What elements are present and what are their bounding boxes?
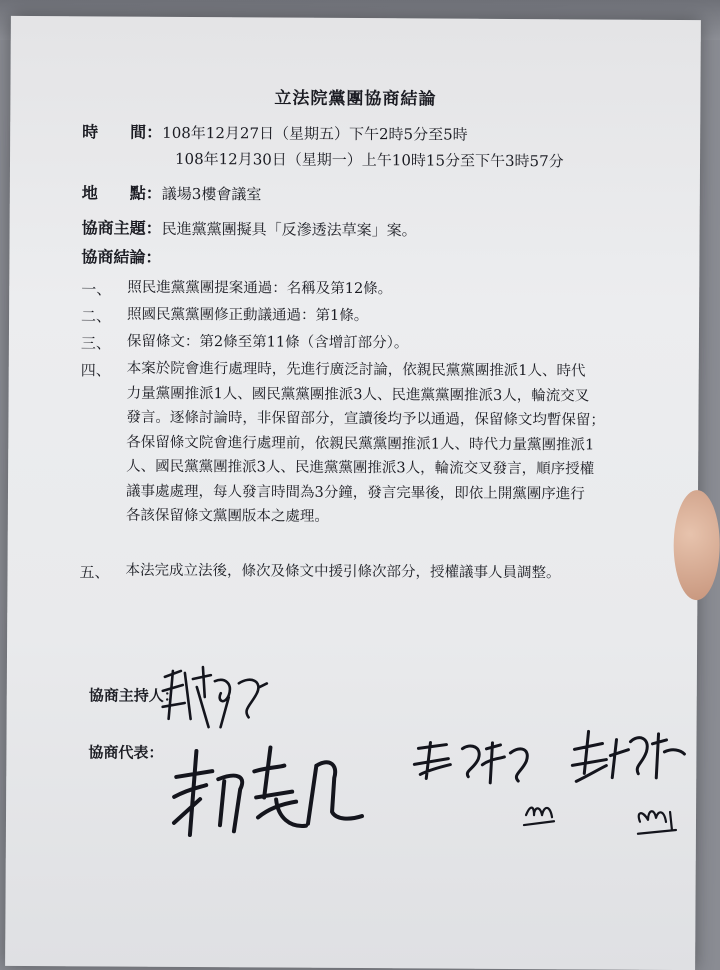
list-item: 本法完成立法後，條次及條文中援引條次部分，授權議事人員調整。 xyxy=(125,562,561,582)
paragraph-line: 各保留條文院會進行處理前，依親民黨黨團推派1人、時代力量黨團推派1 xyxy=(126,434,595,453)
host-label: 協商主持人： xyxy=(88,686,179,705)
time-value-1: 108年12月27日（星期五）下午2時5分至5時 xyxy=(162,123,468,144)
item-number: 一、 xyxy=(81,280,112,299)
subject-value: 民進黨黨團擬具「反滲透法草案」案。 xyxy=(161,219,417,240)
subject-label: 協商主題： xyxy=(81,218,162,238)
place-label: 地 點： xyxy=(81,183,162,203)
item-number: 三、 xyxy=(80,334,111,353)
representative-signature-2 xyxy=(406,734,557,845)
representative-signature-1 xyxy=(166,737,397,848)
paragraph-line: 議事處處理，每人發言時間為3分鐘，發言完畢後，即依上開黨團序進行 xyxy=(125,483,585,502)
item-number: 五、 xyxy=(79,563,110,582)
list-item: 照國民黨黨團修正動議通過：第1條。 xyxy=(127,306,369,325)
list-item: 保留條文：第2條至第11條（含增訂部分）。 xyxy=(126,333,409,352)
host-signature xyxy=(159,657,289,738)
conclusion-heading xyxy=(81,244,161,267)
subject-row xyxy=(82,215,417,240)
document-page xyxy=(5,16,701,970)
representative-label: 協商代表： xyxy=(88,743,164,762)
conclusion-label: 協商結論： xyxy=(81,247,162,267)
list-item: 照民進黨黨團提案通過：名稱及第12條。 xyxy=(127,279,393,298)
item-number: 二、 xyxy=(81,307,112,326)
time-value-2: 108年12月30日（星期一）上午10時15分至下午3時57分 xyxy=(174,149,564,171)
paragraph-line: 力量黨團推派1人、國民黨黨團推派3人、民進黨黨團推派3人，輪流交叉 xyxy=(126,385,590,404)
item-number: 四、 xyxy=(80,361,111,380)
time-label: 時 間： xyxy=(82,122,163,142)
list-item xyxy=(126,357,606,531)
paragraph-line: 本案於院會進行處理時，先進行廣泛討論，依親民黨黨團推派1人、時代 xyxy=(126,360,586,380)
representative-signature-3 xyxy=(566,725,707,846)
place-row xyxy=(82,180,262,204)
time-row xyxy=(82,119,468,144)
document-title: 立法院黨團協商結論 xyxy=(274,88,437,110)
paragraph-line: 人、國民黨黨團推派3人、民進黨黨團推派3人，輪流交叉發言，順序授權 xyxy=(126,458,595,478)
finger-edge xyxy=(673,490,720,600)
time-row-2 xyxy=(175,148,564,171)
place-value: 議場3樓會議室 xyxy=(161,184,262,204)
paragraph-line: 各該保留條文黨團版本之處理。 xyxy=(125,507,329,525)
paragraph-line: 發言。逐條討論時，非保留部分，宣讀後均予以通過，保留條文均暫保留； xyxy=(126,409,605,429)
